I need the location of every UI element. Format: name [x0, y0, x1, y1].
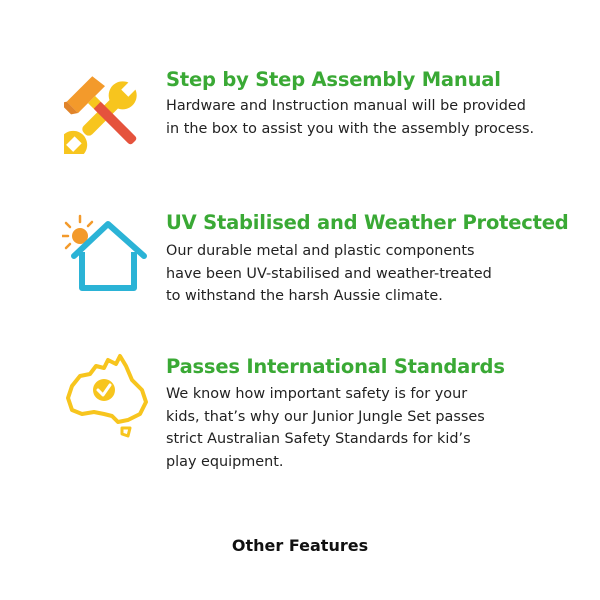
feature-title: Step by Step Assembly Manual — [166, 68, 501, 91]
description-line: We know how important safety is for your — [166, 386, 468, 402]
description-line: Our durable metal and plastic components — [166, 243, 475, 259]
feature-title: Passes International Standards — [166, 355, 505, 378]
description-line: have been UV-stabilised and weather-treated — [166, 265, 492, 282]
feature-description — [166, 383, 586, 473]
australia-check-icon — [62, 352, 152, 438]
feature-title: UV Stabilised and Weather Protected — [166, 211, 569, 234]
feature-description — [166, 95, 586, 140]
tools-icon — [64, 72, 146, 154]
description-line: Hardware and Instruction manual will be provided — [166, 98, 526, 114]
description-line: play equipment. — [166, 453, 284, 470]
description-line: kids, that’s why our Junior Jungle Set passes — [166, 408, 485, 425]
weather-house-icon — [62, 210, 150, 294]
description-line: to withstand the harsh Aussie climate. — [166, 288, 443, 304]
description-line: strict Australian Safety Standards for kid’s — [166, 431, 471, 447]
feature-description — [166, 240, 586, 308]
other-features-heading: Other Features — [231, 536, 369, 555]
description-line: in the box to assist you with the assembly process. — [166, 120, 535, 137]
